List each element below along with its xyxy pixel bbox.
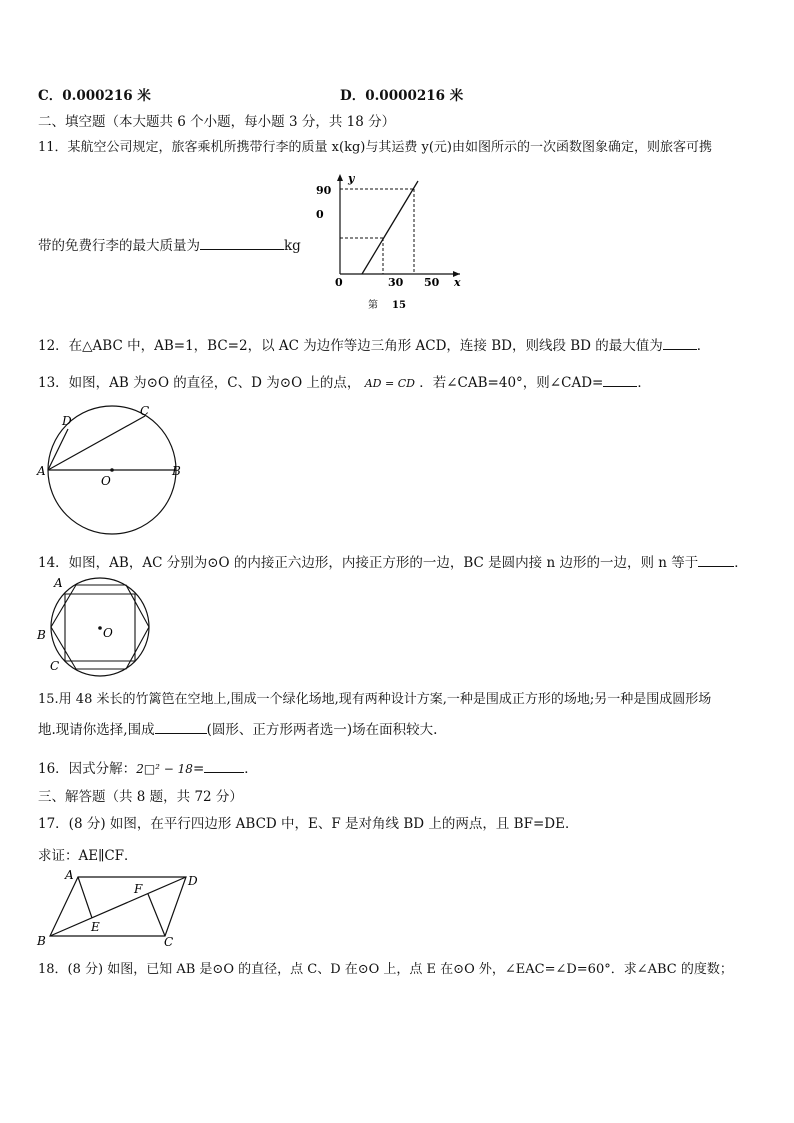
q13-line <box>38 371 651 391</box>
q16-line <box>38 757 258 777</box>
q11-line1: 11．某航空公司规定，旅客乘机所携带行李的质量 x(kg)与其运费 y(元)由如图所示的一次函数图象确定，则旅客可携 <box>38 140 712 155</box>
q17-diagonal-bd <box>50 877 186 936</box>
q11-line2-unit: kg <box>284 238 301 254</box>
section3-title: 三、解答题（共 8 题，共 72 分） <box>38 789 243 805</box>
q15-answer-blank[interactable] <box>155 719 207 734</box>
q13-figure <box>34 402 194 536</box>
q16-eq: = <box>192 761 205 777</box>
q13-label-d: D <box>62 414 72 428</box>
q17-label-f: F <box>134 882 143 896</box>
q17-line2: 求证：AE∥CF． <box>38 848 138 864</box>
q15-line2-before: 地.现请你选择,围成 <box>38 722 155 738</box>
q13-center-dot <box>110 468 114 472</box>
q17-label-d: D <box>188 874 198 888</box>
q11-caption-b: 15 <box>392 300 406 311</box>
q16-text: 16．因式分解： <box>38 761 137 777</box>
q14-label-b: B <box>37 628 46 642</box>
q14-text: 14．如图，AB，AC 分别为⊙O 的内接正六边形，内接正方形的一边，BC 是圆内接 n 边形的一边，则 n 等于 <box>38 555 699 571</box>
q17-label-b: B <box>37 934 46 948</box>
q10-option-c: C．0.000216 米 <box>38 88 151 104</box>
q17-segment-ae <box>78 877 92 918</box>
q14-line <box>38 551 748 571</box>
q17-line1: 17．(8 分) 如图，在平行四边形 ABCD 中，E、F 是对角线 BD 上的两点，且 BF=DE． <box>38 816 579 832</box>
q11-y-tick-90: 90 <box>316 184 332 197</box>
q12-end: ． <box>696 338 711 354</box>
q11-graph <box>310 168 480 318</box>
q15-line1: 15.用 48 米长的竹篱笆在空地上,围成一个绿化场地,现有两种设计方案,一种是围成正方形的场地;另一种是围成圆形场 <box>38 692 712 707</box>
q11-y-arrow-icon <box>337 174 343 181</box>
q11-answer-blank[interactable] <box>200 235 284 250</box>
q12-line <box>38 334 710 354</box>
q17-figure <box>34 866 204 948</box>
q11-line2 <box>38 234 301 254</box>
q13-label-c: C <box>140 404 150 418</box>
q11-caption-a: 第 <box>368 300 378 311</box>
q14-figure <box>36 574 156 680</box>
q12-text: 12．在△ABC 中，AB=1，BC=2，以 AC 为边作等边三角形 ACD，连接 BD，则线段 BD 的最大值为 <box>38 338 663 354</box>
q10-option-d: D．0.0000216 米 <box>340 88 464 104</box>
q13-arc-equation: AD = CD <box>364 377 415 390</box>
q11-x-tick-50: 50 <box>424 276 440 289</box>
q13-answer-blank[interactable] <box>603 372 637 387</box>
q16-expression: 2□² − 18 <box>136 762 193 776</box>
q11-line2-before: 带的免费行李的最大质量为 <box>38 238 200 254</box>
q18-line1: 18．(8 分) 如图，已知 AB 是⊙O 的直径，点 C、D 在⊙O 上，点 E 在⊙O 外，∠EAC=∠D=60°．求∠ABC 的度数； <box>38 962 733 977</box>
q15-line2-after: (圆形、正方形两者选一)场在面积较大. <box>206 722 438 738</box>
q16-answer-blank[interactable] <box>204 758 244 773</box>
q17-label-e: E <box>91 920 100 934</box>
q17-label-a: A <box>65 868 74 882</box>
q13-text-before: 13．如图，AB 为⊙O 的直径，C、D 为⊙O 上的点， <box>38 375 361 391</box>
q14-answer-blank[interactable] <box>698 552 734 567</box>
q17-label-c: C <box>164 935 174 948</box>
q13-label-o: O <box>101 474 111 488</box>
q17-segment-cf <box>148 894 165 936</box>
section2-title: 二、填空题（本大题共 6 个小题，每小题 3 分，共 18 分） <box>38 114 396 130</box>
q11-x-tick-30: 30 <box>388 276 404 289</box>
q14-label-o: O <box>103 626 113 640</box>
q14-center-dot <box>98 626 102 630</box>
q13-end: ． <box>637 375 651 391</box>
q14-label-c: C <box>50 659 60 673</box>
q11-origin: 0 <box>335 276 343 289</box>
q13-text-after: ．若∠CAB=40°，则∠CAD= <box>419 375 604 391</box>
q16-end: ． <box>244 761 258 777</box>
q15-line2 <box>38 718 437 738</box>
q13-label-b: B <box>172 464 181 478</box>
q14-label-a: A <box>54 576 63 590</box>
q13-label-a: A <box>37 464 46 478</box>
q11-function-line <box>362 181 418 274</box>
q11-x-label: x <box>454 276 461 289</box>
q12-answer-blank[interactable] <box>663 335 697 350</box>
q11-y-label: y <box>348 172 355 185</box>
q14-end: ． <box>734 555 748 571</box>
q11-y-tick-0: 0 <box>316 208 324 221</box>
